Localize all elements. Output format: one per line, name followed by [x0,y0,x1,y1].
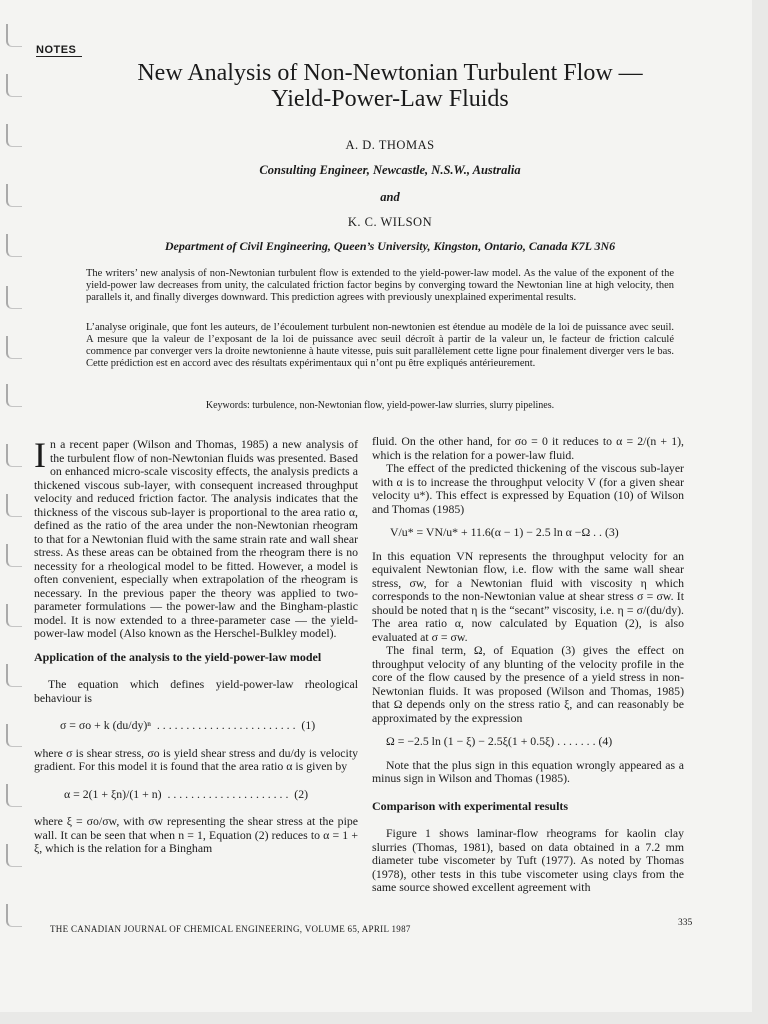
binder-hole [6,286,22,309]
and-separator: and [380,190,400,204]
intro-paragraph [34,435,358,641]
binder-hole [6,724,22,747]
binder-hole [6,604,22,627]
article-title [40,60,740,112]
paragraph: The effect of the predicted thickening of the viscous sub-layer with α is to increase the throughput velocity V (for a given shear velocity u*). This effect is expressed by Equation (10) of Wilson and Thomas (1985) [372,461,684,516]
section-label: NOTES [36,44,82,57]
paragraph: where σ is shear stress, σo is yield shear stress and du/dy is velocity gradient. For this model it is found that the area ratio α is given by [34,745,358,773]
binder-hole [6,904,22,927]
paragraph: where ξ = σo/σw, with σw representing the shear stress at the pipe wall. It can be seen that when n = 1, Equation (2) reduces to α = 1 + ξ, which is the relation for a Bingham [34,814,358,855]
drop-cap: I [34,435,46,475]
binder-hole [6,494,22,517]
paragraph: The equation which defines yield-power-law rheological behaviour is [34,677,358,705]
binder-hole [6,234,22,257]
binder-hole [6,444,22,467]
equation-3: V/u* = VN/u* + 11.6(α − 1) − 2.5 ln α −Ω . . (3) [390,525,619,539]
section-heading: Application of the analysis to the yield-power-law model [34,649,322,664]
binder-hole [6,384,22,407]
author-affiliation: Consulting Engineer, Newcastle, N.S.W., Australia [259,163,521,177]
binder-hole [6,184,22,207]
abstract-english: The writers’ new analysis of non-Newtonian turbulent flow is extended to the yield-power-law model. As the value of the exponent of the yield-power law decreases from unity, the calculated friction factor begins by converging toward the Newtonian line at high velocity, then parallels it, and finally diverges downward. This prediction agrees with previously unexplained experimental results. [86,268,674,303]
equation-2: α = 2(1 + ξn)/(1 + n) . . . . . . . . . . . . . . . . . . . . . (2) [64,786,309,801]
binder-holes [6,24,28,954]
author-affiliation: Department of Civil Engineering, Queen’s University, Kingston, Ontario, Canada K7L 3N6 [164,239,616,253]
binder-hole [6,784,22,807]
title-line: Yield-Power-Law Fluids [271,86,509,112]
journal-footer: THE CANADIAN JOURNAL OF CHEMICAL ENGINEERING, VOLUME 65, APRIL 1987 [50,924,411,934]
paragraph: Note that the plus sign in this equation wrongly appeared as a minus sign in Wilson and Thomas (1985). [372,757,684,785]
section-heading: Comparison with experimental results [372,798,569,813]
binder-hole [6,24,22,47]
binder-hole [6,544,22,567]
binder-hole [6,336,22,359]
paragraph: In this equation VN represents the throughput velocity for an equivalent Newtonian flow, i.e. flow with the same wall shear stress, σw, for a Newtonian fluid with viscosity η which corresponds to the non-Newtonian value at shear stress σ = σw. It should be noted that η is the “secant” viscosity, i.e. η = σ/(du/dy). The area ratio α, now calculated by Equation (2), is also evaluated at σ = σw. [372,548,684,644]
title-line: New Analysis of Non-Newtonian Turbulent Flow — [137,60,643,86]
right-column [372,435,684,895]
left-column [34,435,358,856]
binder-hole [6,74,22,97]
binder-hole [6,664,22,687]
intro-text: n a recent paper (Wilson and Thomas, 1985) a new analysis of the turbulent flow of non-Newtonian fluids was presented. Based on enhanced micro-scale viscosity effects, the analysis predicts a thickened viscous sub-layer, with consequent increased throughput velocity and reduced friction factor. The analysis indicates that the thickness of the viscous sub-layer is proportional to the area ratio α, defined as the ratio of the area under the non-Newtonian rheogram to that for a Newtonian fluid with the same strain rate and wall shear stress. As these areas can be obtained from the rheogram there is no necessity for a rheological model to be fitted. However, a model is often convenient, especially when extrapolation of the rheogram is necessary. In the previous paper the theory was applied to two-parameter formulations — the power-law and the Bingham-plastic model. It is now extended to a three-parameter case — the yield-power-law model (Also known as the Herschel-Bulkley model). [34,437,358,640]
paragraph: fluid. On the other hand, for σo = 0 it reduces to α = 2/(n + 1), which is the relation for a power-law fluid. [372,434,684,462]
equation-4: Ω = −2.5 ln (1 − ξ) − 2.5ξ(1 + 0.5ξ) . . . . . . . (4) [386,734,613,748]
paragraph: Figure 1 shows laminar-flow rheograms for kaolin clay slurries (Thomas, 1981), based on data obtained in a 7.2 mm diameter tube viscometer by Tuft (1977). As noted by Thomas (1978), other tests in this tube viscometer using clays from the same source showed excellent agreement with [372,826,684,894]
abstract-french: L’analyse originale, que font les auteurs, de l’écoulement turbulent non-newtonien est étendue au modèle de la loi de puissance avec seuil. A mesure que la valeur de l’exposant de la loi de puissance avec seuil décroît à partir de la valeur un, le facteur de friction calculé commence par converger vers la droite newtonienne à haute vitesse, puis suit parallèlement cette ligne pour finalement diverger vers le bas. Cette prédiction est en accord avec des résultats expérimentaux qui n’ont pu être expliqués antérieurement. [86,322,674,369]
binder-hole [6,124,22,147]
keywords: Keywords: turbulence, non-Newtonian flow, yield-power-law slurries, slurry pipelines. [205,400,555,411]
binder-hole [6,844,22,867]
paragraph: The final term, Ω, of Equation (3) gives the effect on throughput velocity of any blunting of the velocity profile in the core of the flow caused by the presence of a yield stress in non-Newtonian fluids. It was proposed (Wilson and Thomas, 1985) that Ω depends only on the stress ratio ξ, and can reasonably be approximated by the expression [372,643,684,725]
equation-1: σ = σo + k (du/dy)ⁿ . . . . . . . . . . . . . . . . . . . . . . . . (1) [60,718,316,732]
author-name: K. C. WILSON [347,215,433,229]
page-number: 335 [678,918,693,928]
author-name: A. D. THOMAS [345,138,435,152]
